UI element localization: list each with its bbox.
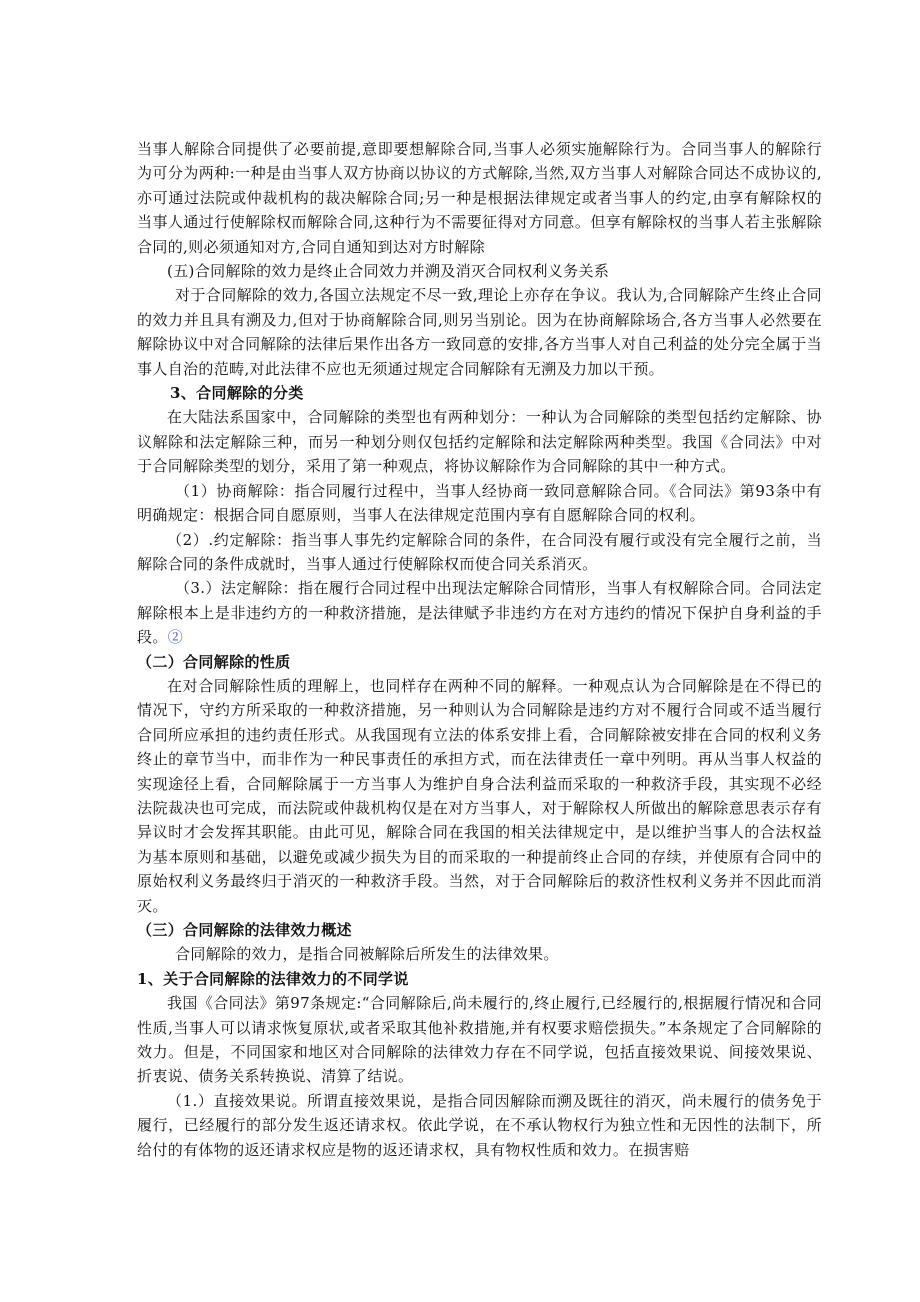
document-body — [137, 137, 822, 1162]
statutory-dissolution-text: （3.）法定解除：指在履行合同过程中出现法定解除合同情形，当事人有权解除合同。合同法定解除根本上是非违约方的一种救济措施，是法律赋予非违约方在对方违约的情况下保护自身利益的手段。 — [137, 579, 822, 647]
paragraph-statutory-dissolution — [137, 576, 822, 649]
paragraph-negotiated-dissolution: （1）协商解除：指合同履行过程中，当事人经协商一致同意解除合同。《合同法》第93条中有明确规定：根据合同自愿原则，当事人在法律规定范围内享有自愿解除合同的权利。 — [137, 481, 822, 525]
section-heading-legal-effect: （三）合同解除的法律效力概述 — [137, 921, 352, 939]
paragraph-dissolution-act: 当事人解除合同提供了必要前提,意即要想解除合同,当事人必须实施解除行为。合同当事人的解除行为可分为两种:一种是由当事人双方协商以协议的方式解除,当然,双方当事人对解除合同达不成协议的,亦可通过法院或仲裁机构的裁决解除合同;另一种是根据法律规定或者当事人的约定,由享有解除权的当事人通过行使解除权而解除合同,这种行为不需要征得对方同意。但享有解除权的当事人若主张解除合同的,则必须通知对方,合同自通知到达对方时解除 — [137, 140, 822, 256]
section-heading-nature: （二）合同解除的性质 — [137, 652, 291, 671]
paragraph-direct-effect-theory: （1.）直接效果说。所谓直接效果说，是指合同因解除而溯及既往的消灭，尚未履行的债务免于履行，已经履行的部分发生返还请求权。依此学说，在不承认物权行为独立性和无因性的法制下，所给付的有体物的返还请求权应是物的返还请求权，具有物权性质和效力。在损害赔 — [137, 1091, 822, 1159]
paragraph-effect-definition: 合同解除的效力，是指合同被解除后所发生的法律效果。 — [175, 945, 559, 964]
section-heading-theories: 1、关于合同解除的法律效力的不同学说 — [137, 969, 409, 988]
paragraph-agreed-dissolution: （2）.约定解除：指当事人事先约定解除合同的条件，在合同没有履行或没有完全履行之前，当解除合同的条件成就时，当事人通过行使解除权而使合同关系消灭。 — [137, 530, 822, 573]
paragraph-nature-body: 在对合同解除性质的理解上，也同样存在两种不同的解释。一种观点认为合同解除是在不得已的情况下，守约方所采取的一种救济措施，另一种则认为合同解除是违约方对不履行合同或不适当履行合同所应承担的违约责任形式。从我国现有立法的体系安排上看，合同解除被安排在合同的权利义务终止的章节当中，而非作为一种民事责任的承担方式，而在法律责任一章中列明。再从当事人权益的实现途径上看，合同解除属于一方当事人为维护自身合法利益而采取的一种救济手段，其实现不必经法院裁决也可完成，而法院或仲裁机构仅是在对方当事人，对于解除权人所做出的解除意思表示存有异议时才会发挥其职能。由此可见，解除合同在我国的相关法律规定中，是以维护当事人的合法权益为基本原则和基础，以避免或减少损失为目的而采取的一种提前终止合同的存续，并使原有合同中的原始权利义务最终归于消灭的一种救济手段。当然，对于合同解除后的救济性权利义务并不因此而消灭。 — [137, 676, 822, 915]
paragraph-article-97: 我国《合同法》第97条规定:“合同解除后,尚未履行的,终止履行,已经履行的,根据履行情况和合同性质,当事人可以请求恢复原状,或者采取其他补救措施,并有权要求赔偿损失。”本条规定了合同解除的效力。但是，不同国家和地区对合同解除的法律效力存在不同学说，包括直接效果说、间接效果说、折衷说、债务关系转换说、清算了结说。 — [137, 994, 822, 1086]
paragraph-effect-heading: (五)合同解除的效力是终止合同效力并溯及消灭合同权利义务关系 — [167, 262, 610, 281]
footnote-reference[interactable]: ② — [167, 628, 184, 647]
paragraph-effect-opinion: 对于合同解除的效力,各国立法规定不尽一致,理论上亦存在争议。我认为,合同解除产生终止合同的效力并且具有溯及力,但对于协商解除合同,则另当别论。因为在协商解除场合,各方当事人必然要在解除协议中对合同解除的法律后果作出各方一致同意的安排,各方当事人对自己利益的处分完全属于当事人自治的范畴,对此法律不应也无须通过规定合同解除有无溯及力加以干预。 — [137, 286, 822, 378]
section-heading-classification: 3、合同解除的分类 — [170, 384, 304, 403]
paragraph-classification-intro: 在大陆法系国家中，合同解除的类型也有两种划分：一种认为合同解除的类型包括约定解除、协议解除和法定解除三种，而另一种划分则仅包括约定解除和法定解除两种类型。我国《合同法》中对于合同解除类型的划分，采用了第一种观点，将协议解除作为合同解除的其中一种方式。 — [137, 408, 822, 476]
